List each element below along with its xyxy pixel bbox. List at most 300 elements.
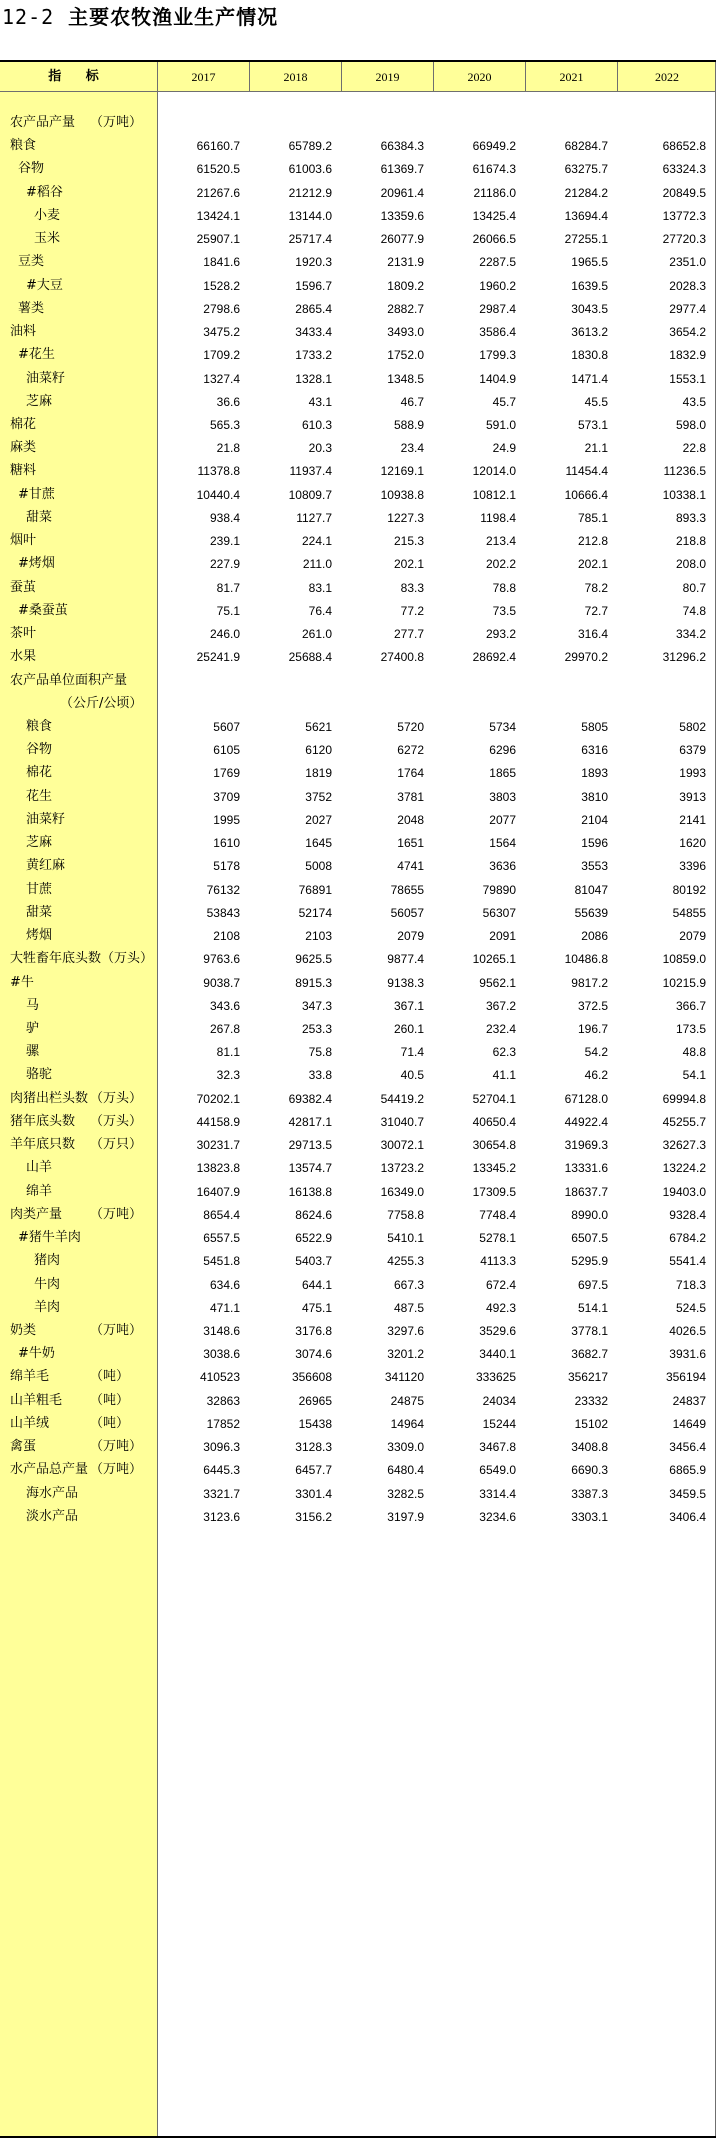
cell-value: 4026.5: [669, 1323, 706, 1338]
cell-value: 3297.6: [387, 1323, 424, 1338]
cell-value: 13144.0: [288, 208, 332, 223]
cell-value: 24837: [672, 1393, 706, 1408]
cell-value: 16349.0: [380, 1184, 424, 1199]
cell-value: 61674.3: [472, 162, 516, 177]
row-label: 农产品单位面积产量: [10, 672, 128, 688]
cell-value: 334.2: [675, 627, 706, 642]
cell-value: 2287.5: [479, 255, 516, 270]
cell-value: 5621: [305, 719, 332, 734]
cell-value: 3123.6: [203, 1509, 240, 1524]
cell-value: 5805: [581, 719, 608, 734]
cell-value: 565.3: [209, 417, 240, 432]
cell-value: 3321.7: [203, 1486, 240, 1501]
row-label: 油料: [10, 324, 37, 340]
row-label: #烤烟: [18, 556, 55, 572]
row-unit: （吨）: [90, 1392, 130, 1408]
row-label: #稻谷: [26, 184, 63, 200]
row-label: 油菜籽: [26, 370, 66, 386]
cell-value: 410523: [199, 1370, 240, 1385]
row-label: 绵羊: [26, 1183, 53, 1199]
cell-value: 672.4: [485, 1277, 516, 1292]
cell-value: 1127.7: [296, 510, 332, 525]
cell-value: 6557.5: [203, 1231, 240, 1246]
cell-value: 65789.2: [288, 139, 332, 154]
row-unit: （万吨）: [90, 1462, 143, 1478]
cell-value: 27255.1: [564, 232, 608, 247]
row-unit: （公斤/公顷）: [60, 695, 143, 711]
cell-value: 356217: [567, 1370, 608, 1385]
row-unit: （吨）: [90, 1369, 130, 1385]
cell-value: 1832.9: [669, 348, 706, 363]
cell-value: 514.1: [577, 1300, 608, 1315]
cell-value: 10440.4: [196, 487, 240, 502]
cell-value: 10215.9: [662, 975, 706, 990]
cell-value: 202.1: [393, 557, 424, 572]
row-label: 粮食: [26, 718, 53, 734]
cell-value: 25717.4: [288, 232, 332, 247]
cell-value: 13331.6: [564, 1161, 608, 1176]
cell-value: 1769: [213, 766, 240, 781]
cell-value: 3433.4: [295, 325, 332, 340]
row-unit: （万只）: [90, 1137, 143, 1153]
cell-value: 224.1: [301, 534, 332, 549]
header-year-2020: 2020: [467, 70, 492, 84]
cell-value: 2131.9: [387, 255, 424, 270]
header-year-2017: 2017: [191, 70, 216, 84]
cell-value: 63275.7: [564, 162, 608, 177]
cell-value: 81.1: [216, 1045, 240, 1060]
cell-value: 3752: [305, 789, 332, 804]
cell-value: 3406.4: [669, 1509, 706, 1524]
row-label: 肉类产量: [10, 1206, 63, 1222]
cell-value: 5451.8: [203, 1254, 240, 1269]
cell-value: 893.3: [675, 510, 706, 525]
cell-value: 2351.0: [669, 255, 706, 270]
cell-value: 15438: [298, 1416, 332, 1431]
row-label: 蚕茧: [10, 579, 37, 595]
cell-value: 5178: [213, 859, 240, 874]
cell-value: 53843: [206, 905, 240, 920]
cell-value: 2108: [213, 929, 240, 944]
cell-value: 785.1: [577, 510, 608, 525]
cell-value: 4255.3: [387, 1254, 424, 1269]
cell-value: 69994.8: [662, 1091, 706, 1106]
cell-value: 44158.9: [196, 1114, 240, 1129]
cell-value: 3810: [581, 789, 608, 804]
cell-value: 11236.5: [663, 464, 706, 479]
cell-value: 475.1: [301, 1300, 332, 1315]
cell-value: 212.8: [577, 534, 608, 549]
cell-value: 471.1: [209, 1300, 240, 1315]
cell-value: 367.2: [485, 998, 516, 1013]
cell-value: 492.3: [485, 1300, 516, 1315]
cell-value: 3529.6: [479, 1323, 516, 1338]
cell-value: 644.1: [301, 1277, 332, 1292]
cell-value: 9562.1: [479, 975, 516, 990]
row-unit: （万吨）: [90, 115, 143, 130]
row-label: #猪牛羊肉: [18, 1230, 81, 1246]
row-label: #牛奶: [18, 1346, 55, 1362]
cell-value: 40650.4: [472, 1114, 516, 1129]
cell-value: 6445.3: [203, 1463, 240, 1478]
cell-value: 6316: [581, 743, 608, 758]
cell-value: 3197.9: [387, 1509, 424, 1524]
cell-value: 3156.2: [295, 1509, 332, 1524]
row-label: 麻类: [10, 440, 37, 456]
cell-value: 21212.9: [288, 185, 332, 200]
cell-value: 1564: [489, 836, 516, 851]
cell-value: 21186.0: [473, 185, 516, 200]
cell-value: 6272: [397, 743, 424, 758]
cell-value: 1639.5: [571, 278, 608, 293]
cell-value: 610.3: [301, 417, 332, 432]
row-label: 海水产品: [26, 1485, 79, 1501]
cell-value: 45.7: [492, 394, 516, 409]
cell-value: 3096.3: [203, 1440, 240, 1455]
cell-value: 2141: [679, 812, 706, 827]
row-label: 猪肉: [34, 1253, 61, 1269]
cell-value: 356608: [291, 1370, 332, 1385]
cell-value: 43.1: [308, 394, 332, 409]
cell-value: 1198.4: [480, 510, 516, 525]
cell-value: 3074.6: [295, 1347, 332, 1362]
row-label: 水果: [10, 649, 37, 665]
row-label: 粮食: [10, 138, 37, 154]
cell-value: 1328.1: [295, 371, 332, 386]
cell-value: 3475.2: [203, 325, 240, 340]
cell-value: 10666.4: [564, 487, 608, 502]
cell-value: 3038.6: [203, 1347, 240, 1362]
row-label: 驴: [26, 1020, 40, 1036]
row-label: 芝麻: [26, 835, 53, 851]
cell-value: 2882.7: [387, 301, 424, 316]
cell-value: 24.9: [492, 441, 516, 456]
cell-value: 1620: [679, 836, 706, 851]
cell-value: 31040.7: [380, 1114, 424, 1129]
cell-value: 36.6: [216, 394, 240, 409]
cell-value: 20961.4: [380, 185, 424, 200]
cell-value: 11454.4: [565, 464, 608, 479]
column-divider: [249, 62, 250, 92]
cell-value: 1995: [213, 812, 240, 827]
row-unit: （万吨）: [90, 1206, 143, 1222]
cell-value: 5541.4: [669, 1254, 706, 1269]
cell-value: 1404.9: [479, 371, 516, 386]
cell-value: 81047: [574, 882, 608, 897]
cell-value: 3176.8: [295, 1323, 332, 1338]
cell-value: 6507.5: [571, 1231, 608, 1246]
cell-value: 13574.7: [288, 1161, 332, 1176]
row-label: 农产品产量: [10, 115, 76, 130]
cell-value: 3043.5: [571, 301, 608, 316]
cell-value: 45255.7: [662, 1114, 706, 1129]
cell-value: 54855: [672, 905, 706, 920]
cell-value: 277.7: [393, 627, 424, 642]
cell-value: 218.8: [675, 534, 706, 549]
cell-value: 5008: [305, 859, 332, 874]
cell-value: 2104: [581, 812, 608, 827]
cell-value: 13345.2: [472, 1161, 516, 1176]
cell-value: 634.6: [209, 1277, 240, 1292]
cell-value: 3553: [581, 859, 608, 874]
cell-value: 9877.4: [387, 952, 424, 967]
row-label: 糖料: [10, 463, 37, 479]
row-label: 奶类: [10, 1322, 37, 1338]
cell-value: 12169.1: [380, 464, 424, 479]
cell-value: 81.7: [216, 580, 240, 595]
cell-value: 2987.4: [479, 301, 516, 316]
header-year-2018: 2018: [283, 70, 308, 84]
row-label: 谷物: [18, 161, 45, 177]
cell-value: 6522.9: [295, 1231, 332, 1246]
cell-value: 25907.1: [196, 232, 240, 247]
cell-value: 76891: [298, 882, 332, 897]
cell-value: 75.1: [216, 603, 240, 618]
row-label: 棉花: [26, 765, 53, 781]
row-label: #花生: [18, 347, 55, 363]
cell-value: 3301.4: [295, 1486, 332, 1501]
cell-value: 3459.5: [669, 1486, 706, 1501]
cell-value: 2865.4: [295, 301, 332, 316]
row-label: 淡水产品: [26, 1508, 79, 1524]
cell-value: 24875: [390, 1393, 424, 1408]
cell-value: 33.8: [308, 1068, 332, 1083]
cell-value: 10859.0: [662, 952, 706, 967]
cell-value: 76.4: [308, 603, 332, 618]
cell-value: 75.8: [308, 1045, 332, 1060]
cell-value: 8915.3: [295, 975, 332, 990]
data-table: [0, 62, 716, 2136]
cell-value: 7758.8: [387, 1207, 424, 1222]
cell-value: 1348.5: [387, 371, 424, 386]
cell-value: 3440.1: [479, 1347, 516, 1362]
cell-value: 66949.2: [472, 139, 516, 154]
cell-value: 5278.1: [479, 1231, 516, 1246]
cell-value: 63324.3: [662, 162, 706, 177]
row-label: 山羊绒: [10, 1415, 50, 1431]
cell-value: 267.8: [209, 1021, 240, 1036]
cell-value: 32.3: [216, 1068, 240, 1083]
cell-value: 3396: [679, 859, 706, 874]
row-unit: （万吨）: [90, 1439, 143, 1455]
cell-value: 3931.6: [669, 1347, 706, 1362]
cell-value: 21.8: [216, 441, 240, 456]
cell-value: 3803: [489, 789, 516, 804]
cell-value: 66384.3: [380, 139, 424, 154]
cell-value: 69382.4: [288, 1091, 332, 1106]
cell-value: 22.8: [682, 441, 706, 456]
cell-value: 347.3: [301, 998, 332, 1013]
cell-value: 524.5: [675, 1300, 706, 1315]
cell-value: 3148.6: [203, 1323, 240, 1338]
table-bottom-rule: [0, 2136, 716, 2138]
cell-value: 1819: [305, 766, 332, 781]
cell-value: 2977.4: [669, 301, 706, 316]
cell-value: 54.2: [584, 1045, 608, 1060]
row-label: 猪年底头数: [10, 1113, 76, 1129]
cell-value: 9763.6: [203, 952, 240, 967]
cell-value: 1651: [397, 836, 424, 851]
cell-value: 76132: [206, 882, 240, 897]
cell-value: 9817.2: [571, 975, 608, 990]
cell-value: 17309.5: [472, 1184, 516, 1199]
cell-value: 26066.5: [472, 232, 516, 247]
cell-value: 3387.3: [571, 1486, 608, 1501]
cell-value: 253.3: [301, 1021, 332, 1036]
cell-value: 25688.4: [288, 650, 332, 665]
cell-value: 3467.8: [479, 1440, 516, 1455]
cell-value: 23.4: [400, 441, 424, 456]
cell-value: 3128.3: [295, 1440, 332, 1455]
cell-value: 6120: [305, 743, 332, 758]
cell-value: 17852: [206, 1416, 240, 1431]
cell-value: 366.7: [675, 998, 706, 1013]
cell-value: 16407.9: [196, 1184, 240, 1199]
cell-value: 1841.6: [203, 255, 240, 270]
cell-value: 13425.4: [472, 208, 516, 223]
cell-value: 10938.8: [380, 487, 424, 502]
cell-value: 71.4: [400, 1045, 424, 1060]
cell-value: 1893: [581, 766, 608, 781]
cell-value: 77.2: [400, 603, 424, 618]
row-label: 甜菜: [26, 509, 53, 525]
cell-value: 46.7: [400, 394, 424, 409]
cell-value: 2079: [397, 929, 424, 944]
row-label: 茶叶: [10, 626, 37, 642]
row-unit: （万头）: [90, 1113, 143, 1129]
cell-value: 73.5: [492, 603, 516, 618]
cell-value: 13424.1: [196, 208, 240, 223]
cell-value: 26965: [298, 1393, 332, 1408]
cell-value: 3408.8: [571, 1440, 608, 1455]
cell-value: 20.3: [308, 441, 332, 456]
cell-value: 3682.7: [571, 1347, 608, 1362]
row-label: 甘蔗: [26, 881, 53, 897]
cell-value: 18637.7: [564, 1184, 608, 1199]
page-title: [2, 2, 278, 32]
row-label: 大牲畜年底头数（万头）: [10, 951, 154, 967]
row-label: 薯类: [18, 300, 45, 316]
cell-value: 31969.3: [564, 1138, 608, 1153]
table-row: [0, 1501, 716, 1533]
cell-value: 3654.2: [669, 325, 706, 340]
row-label: 马: [26, 997, 40, 1013]
cell-value: 3913: [679, 789, 706, 804]
row-label: 豆类: [18, 254, 45, 270]
cell-value: 21.1: [584, 441, 608, 456]
cell-value: 9038.7: [203, 975, 240, 990]
column-divider: [433, 62, 434, 92]
row-label: 牛肉: [34, 1276, 61, 1292]
cell-value: 4741: [397, 859, 424, 874]
cell-value: 3282.5: [387, 1486, 424, 1501]
cell-value: 27720.3: [662, 232, 706, 247]
row-label: 小麦: [34, 207, 61, 223]
cell-value: 341120: [384, 1370, 424, 1385]
cell-value: 2103: [305, 929, 332, 944]
cell-value: 55639: [574, 905, 608, 920]
cell-value: 61003.6: [288, 162, 332, 177]
cell-value: 211.0: [302, 557, 332, 572]
cell-value: 56057: [390, 905, 424, 920]
cell-value: 12014.0: [472, 464, 516, 479]
cell-value: 14649: [672, 1416, 706, 1431]
cell-value: 367.1: [393, 998, 424, 1013]
cell-value: 697.5: [577, 1277, 608, 1292]
cell-value: 48.8: [682, 1045, 706, 1060]
cell-value: 6480.4: [387, 1463, 424, 1478]
cell-value: 202.1: [577, 557, 608, 572]
cell-value: 30231.7: [196, 1138, 240, 1153]
cell-value: 10486.8: [564, 952, 608, 967]
cell-value: 6784.2: [669, 1231, 706, 1246]
row-label: #大豆: [26, 277, 63, 293]
cell-value: 2028.3: [669, 278, 706, 293]
row-label: 羊年底只数: [10, 1137, 76, 1153]
row-label: 肉猪出栏头数: [10, 1090, 89, 1106]
cell-value: 1733.2: [295, 348, 332, 363]
cell-value: 3586.4: [479, 325, 516, 340]
row-label: 绵羊毛: [10, 1369, 50, 1385]
cell-value: 21267.6: [196, 185, 240, 200]
cell-value: 72.7: [584, 603, 608, 618]
cell-value: 3309.0: [387, 1440, 424, 1455]
cell-value: 1528.2: [203, 278, 240, 293]
header-year-2021: 2021: [559, 70, 584, 84]
cell-value: 56307: [482, 905, 516, 920]
cell-value: 938.4: [209, 510, 240, 525]
row-label: 骡: [26, 1044, 40, 1060]
cell-value: 667.3: [393, 1277, 424, 1292]
cell-value: 5403.7: [295, 1254, 332, 1269]
cell-value: 1610: [213, 836, 240, 851]
cell-value: 2077: [489, 812, 516, 827]
cell-value: 1227.3: [387, 510, 424, 525]
header-year-2022: 2022: [655, 70, 679, 84]
cell-value: 61369.7: [380, 162, 424, 177]
row-label: 烟叶: [10, 533, 37, 549]
cell-value: 14964: [390, 1416, 424, 1431]
cell-value: 6549.0: [479, 1463, 516, 1478]
cell-value: 1752.0: [387, 348, 424, 363]
cell-value: 24034: [482, 1393, 516, 1408]
cell-value: 83.1: [308, 580, 332, 595]
cell-value: 27400.8: [380, 650, 424, 665]
row-unit: （万头）: [90, 1090, 143, 1106]
cell-value: 2079: [679, 929, 706, 944]
cell-value: 68284.7: [564, 139, 608, 154]
cell-value: 41.1: [492, 1068, 516, 1083]
cell-value: 9625.5: [295, 952, 332, 967]
cell-value: 8990.0: [571, 1207, 608, 1222]
cell-value: 54419.2: [380, 1091, 424, 1106]
cell-value: 5295.9: [571, 1254, 608, 1269]
cell-value: 3314.4: [479, 1486, 516, 1501]
cell-value: 202.2: [485, 557, 516, 572]
cell-value: 25241.9: [196, 650, 240, 665]
cell-value: 372.5: [577, 998, 608, 1013]
cell-value: 52704.1: [472, 1091, 516, 1106]
cell-value: 1596: [581, 836, 608, 851]
cell-value: 8654.4: [203, 1207, 240, 1222]
cell-value: 46.2: [584, 1068, 608, 1083]
row-label: 烤烟: [26, 928, 53, 944]
cell-value: 3709: [213, 789, 240, 804]
row-label: 禽蛋: [10, 1439, 37, 1455]
table-title: 主要农牧渔业生产情况: [68, 5, 279, 29]
cell-value: 213.4: [485, 534, 516, 549]
cell-value: 227.9: [209, 557, 240, 572]
